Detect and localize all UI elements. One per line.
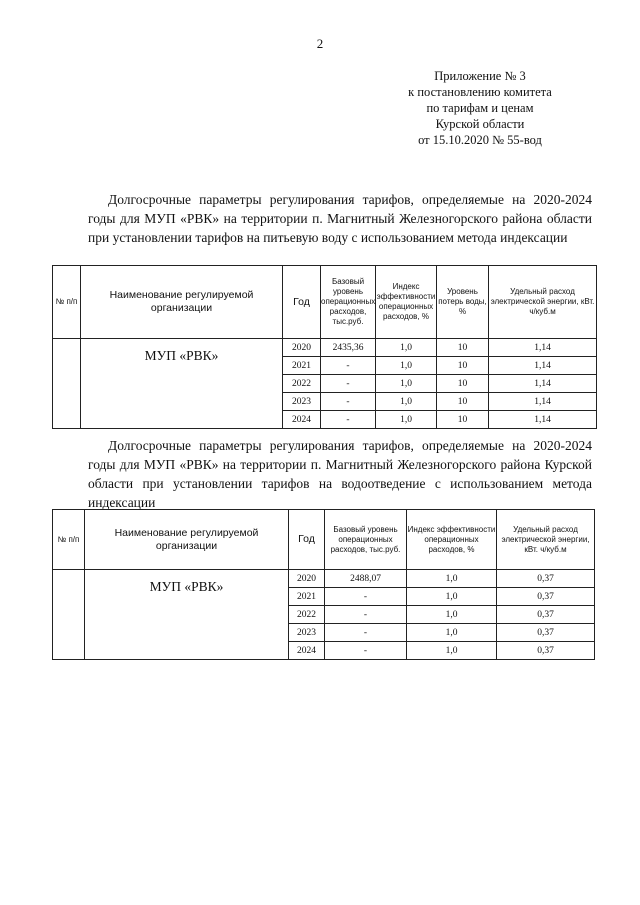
cell-index: 1,0: [376, 375, 437, 393]
cell-energy: 1,14: [489, 375, 597, 393]
header-org: Наименование регулируемой организации: [81, 266, 283, 339]
table-header-row: [53, 510, 595, 570]
cell-base: -: [325, 624, 407, 642]
header-base: Базовый уровень операционных расходов, тыс.руб.: [321, 266, 376, 339]
tariff-table-wastewater: [52, 509, 595, 660]
header-index: Индекс эффективности операционных расходов, %: [407, 510, 497, 570]
cell-num: [53, 339, 81, 429]
cell-year: 2021: [289, 588, 325, 606]
cell-base: -: [321, 393, 376, 411]
cell-loss: 10: [437, 339, 489, 357]
header-loss: Уровень потерь воды, %: [437, 266, 489, 339]
cell-energy: 0,37: [497, 588, 595, 606]
cell-loss: 10: [437, 393, 489, 411]
table-row: [53, 339, 597, 357]
appendix-line: от 15.10.2020 № 55-вод: [418, 133, 542, 147]
appendix-line: Курской области: [435, 117, 525, 131]
page-number: 2: [316, 36, 324, 51]
cell-org: МУП «РВК»: [81, 339, 283, 429]
cell-base: -: [321, 357, 376, 375]
cell-index: 1,0: [407, 624, 497, 642]
cell-base: -: [325, 588, 407, 606]
cell-index: 1,0: [407, 642, 497, 660]
header-org: Наименование регулируемой организации: [85, 510, 289, 570]
cell-energy: 1,14: [489, 393, 597, 411]
cell-org: МУП «РВК»: [85, 570, 289, 660]
cell-energy: 0,37: [497, 624, 595, 642]
cell-year: 2020: [283, 339, 321, 357]
header-energy: Удельный расход электрической энергии, кВт. ч/куб.м: [489, 266, 597, 339]
cell-year: 2022: [283, 375, 321, 393]
cell-energy: 0,37: [497, 606, 595, 624]
header-base: Базовый уровень операционных расходов, тыс.руб.: [325, 510, 407, 570]
cell-loss: 10: [437, 357, 489, 375]
cell-energy: 0,37: [497, 642, 595, 660]
cell-year: 2020: [289, 570, 325, 588]
header-num: № п/п: [53, 266, 81, 339]
cell-year: 2024: [283, 411, 321, 429]
header-year: Год: [289, 510, 325, 570]
cell-energy: 1,14: [489, 339, 597, 357]
cell-base: -: [321, 411, 376, 429]
cell-index: 1,0: [376, 339, 437, 357]
cell-year: 2022: [289, 606, 325, 624]
cell-num: [53, 570, 85, 660]
cell-index: 1,0: [376, 393, 437, 411]
cell-energy: 1,14: [489, 411, 597, 429]
cell-base: -: [321, 375, 376, 393]
appendix-block: [360, 68, 600, 148]
header-num: № п/п: [53, 510, 85, 570]
cell-year: 2023: [283, 393, 321, 411]
header-energy: Удельный расход электрической энергии, кВт. ч/куб.м: [497, 510, 595, 570]
cell-energy: 1,14: [489, 357, 597, 375]
cell-loss: 10: [437, 375, 489, 393]
cell-base: 2488,07: [325, 570, 407, 588]
tariff-table-water: [52, 265, 597, 429]
appendix-line: по тарифам и ценам: [426, 101, 534, 115]
appendix-line: к постановлению комитета: [408, 85, 552, 99]
cell-base: -: [325, 606, 407, 624]
appendix-line: Приложение № 3: [434, 69, 526, 83]
header-year: Год: [283, 266, 321, 339]
cell-index: 1,0: [407, 606, 497, 624]
cell-year: 2024: [289, 642, 325, 660]
header-index: Индекс эффективности операционных расходов, %: [376, 266, 437, 339]
cell-year: 2023: [289, 624, 325, 642]
cell-index: 1,0: [376, 411, 437, 429]
table-header-row: [53, 266, 597, 339]
section-heading-water: Долгосрочные параметры регулирования тарифов, определяемые на 2020-2024 годы для МУП «РВК» на территории п. Магнитный Железногорского района области при установлении тарифов на питьевую воду с использованием метода индексации: [88, 192, 592, 245]
section-heading-wastewater: Долгосрочные параметры регулирования тарифов, определяемые на 2020-2024 годы для МУП «РВК» на территории п. Магнитный Железногорского района Курской области при установлении тарифов на водоотведение с использованием метода индексации: [88, 438, 592, 510]
cell-index: 1,0: [407, 570, 497, 588]
cell-index: 1,0: [376, 357, 437, 375]
cell-base: -: [325, 642, 407, 660]
cell-loss: 10: [437, 411, 489, 429]
cell-base: 2435,36: [321, 339, 376, 357]
cell-index: 1,0: [407, 588, 497, 606]
cell-energy: 0,37: [497, 570, 595, 588]
table-row: [53, 570, 595, 588]
cell-year: 2021: [283, 357, 321, 375]
